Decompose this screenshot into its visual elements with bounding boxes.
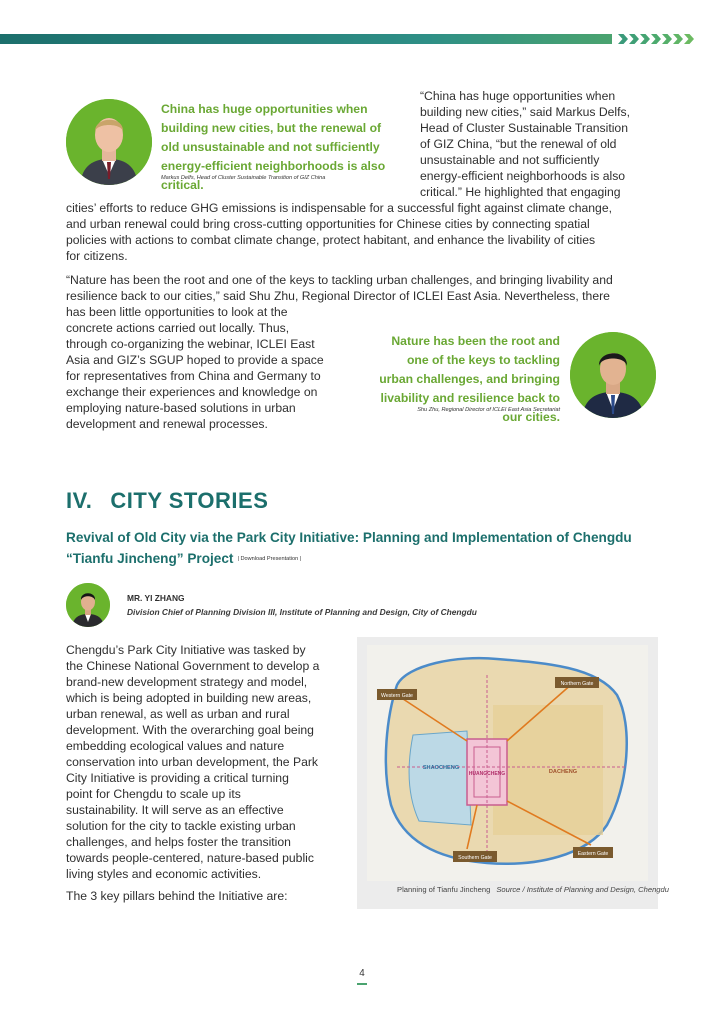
text-line: resilience back to our cities,” said Shu Zhu, Regional Director of ICLEI East Asia. Nevertheless, there xyxy=(66,289,610,303)
chevron-icon xyxy=(662,34,672,44)
text-line: unsustainable and not sufficiently xyxy=(420,153,600,167)
text-line: for citizens. xyxy=(66,249,128,263)
map-caption xyxy=(397,885,669,894)
map-label-shaocheng: SHAOCHENG xyxy=(422,765,460,771)
story-title-text: Revival of Old City via the Park City Initiative: Planning and Implementation of Chengdu “Tianfu Jincheng” Project xyxy=(66,530,632,566)
pull-quote-1-attribution: Markus Delfs, Head of Cluster Sustainable Transition of GIZ China xyxy=(161,175,326,181)
map-caption-source: Source / Institute of Planning and Design, Chengdu xyxy=(496,885,669,894)
story-title xyxy=(66,527,666,570)
text-line: challenges, and helps foster the transition xyxy=(66,835,291,849)
chevron-icon xyxy=(629,34,639,44)
map-label-northern-gate: Northern Gate xyxy=(560,681,594,687)
map-image xyxy=(367,645,648,881)
portrait-yi-zhang xyxy=(66,583,110,627)
section-heading xyxy=(66,488,268,514)
text-line: The 3 key pillars behind the Initiative are: xyxy=(66,889,288,903)
text-line: conservation into urban development, the Park xyxy=(66,755,319,769)
paragraph-1-wrap xyxy=(420,88,670,200)
text-line: brand-new development strategy and model, xyxy=(66,675,308,689)
text-line: “Nature has been the root and one of the keys to tackling urban challenges, and bringing livability and xyxy=(66,273,613,287)
header-bar xyxy=(0,34,612,44)
text-line: “China has huge opportunities when xyxy=(420,89,616,103)
section-title: CITY STORIES xyxy=(110,488,269,513)
text-line: policies with actions to combat climate change, protect habitant, and enhance the livability of cities xyxy=(66,233,596,247)
page-number-underline xyxy=(357,983,367,985)
portrait-shu-zhu xyxy=(570,332,656,418)
pull-quote-2: Nature has been the root and one of the keys to tackling urban challenges, and bringing livability and resilience back to our cities. xyxy=(379,334,560,424)
text-line: for representatives from China and Germany to xyxy=(66,369,321,383)
header-chevrons xyxy=(618,34,724,44)
download-presentation-link[interactable]: | Download Presentation | xyxy=(237,555,302,562)
map-label-eastern-gate: Eastern Gate xyxy=(577,851,609,857)
text-line: has been little opportunities to look at the xyxy=(66,305,288,319)
text-line: concrete actions carried out locally. Thus, xyxy=(66,321,290,335)
paragraph-1-full xyxy=(66,200,666,264)
text-line: critical.” He highlighted that engaging xyxy=(420,185,621,199)
text-line: living styles and economic activities. xyxy=(66,867,262,881)
text-line: which is being adopted in building new areas, xyxy=(66,691,312,705)
portrait-markus-delfs xyxy=(66,99,152,185)
chevron-icon xyxy=(618,34,628,44)
text-line: towards people-centered, nature-based public xyxy=(66,851,314,865)
map-caption-title: Planning of Tianfu Jincheng xyxy=(397,885,491,894)
map-label-huangcheng: HUANGCHENG xyxy=(468,771,506,777)
text-line: urban renewal, as well as urban and rural xyxy=(66,707,290,721)
text-line: Asia and GIZ’s SGUP hoped to provide a space xyxy=(66,353,324,367)
chevron-icon xyxy=(684,34,694,44)
text-line: of GIZ China, “but the renewal of old xyxy=(420,137,617,151)
text-line: City Initiative is providing a critical turning xyxy=(66,771,289,785)
text-line: embedding ecological values and nature xyxy=(66,739,285,753)
text-line: and urban renewal could bring cross-cutting opportunities for Chinese cities by connecting spatial xyxy=(66,217,590,231)
speaker-name: MR. YI ZHANG xyxy=(127,593,185,603)
map-label-western-gate: Western Gate xyxy=(381,693,413,699)
text-line: Head of Cluster Sustainable Transition xyxy=(420,121,628,135)
text-line: exchange their experiences and knowledge on xyxy=(66,385,318,399)
section-number: IV. xyxy=(66,488,93,513)
paragraph-3 xyxy=(66,642,351,904)
text-line: through co-organizing the webinar, ICLEI East xyxy=(66,337,315,351)
chevron-icon xyxy=(651,34,661,44)
chevron-icon xyxy=(640,34,650,44)
pull-quote-1: China has huge opportunities when building new cities, but the renewal of old unsustainable and not sufficiently energy-efficient neighborhoods is also critical. xyxy=(161,102,386,192)
text-line: solution for the city to tackle existing urban xyxy=(66,819,296,833)
text-line: the Chinese National Government to develop a xyxy=(66,659,320,673)
page-number: 4 xyxy=(359,968,365,979)
speaker-role: Division Chief of Planning Division III, Institute of Planning and Design, City of Chengdu xyxy=(127,607,477,617)
text-line: development. With the overarching goal being xyxy=(66,723,314,737)
text-line: Chengdu’s Park City Initiative was tasked by xyxy=(66,643,306,657)
paragraph-2-full xyxy=(66,272,666,304)
chevron-icon xyxy=(673,34,683,44)
pull-quote-2-attribution: Shu Zhu, Regional Director of ICLEI East Asia Secretariat xyxy=(417,407,560,413)
text-line: development and renewal processes. xyxy=(66,417,268,431)
map-label-southern-gate: Southern Gate xyxy=(458,855,492,861)
text-line: cities’ efforts to reduce GHG emissions is indispensable for a successful fight against climate change, xyxy=(66,201,612,215)
text-line: energy-efficient neighborhoods is also xyxy=(420,169,626,183)
paragraph-2-left xyxy=(66,304,356,432)
text-line: employing nature-based solutions in urban xyxy=(66,401,296,415)
text-line: building new cities,” said Markus Delfs, xyxy=(420,105,630,119)
map-figure xyxy=(357,637,669,909)
text-line: point for Chengdu to scale up its xyxy=(66,787,241,801)
map-label-dacheng: DACHENG xyxy=(548,769,578,775)
text-line: sustainability. It will serve as an effective xyxy=(66,803,284,817)
